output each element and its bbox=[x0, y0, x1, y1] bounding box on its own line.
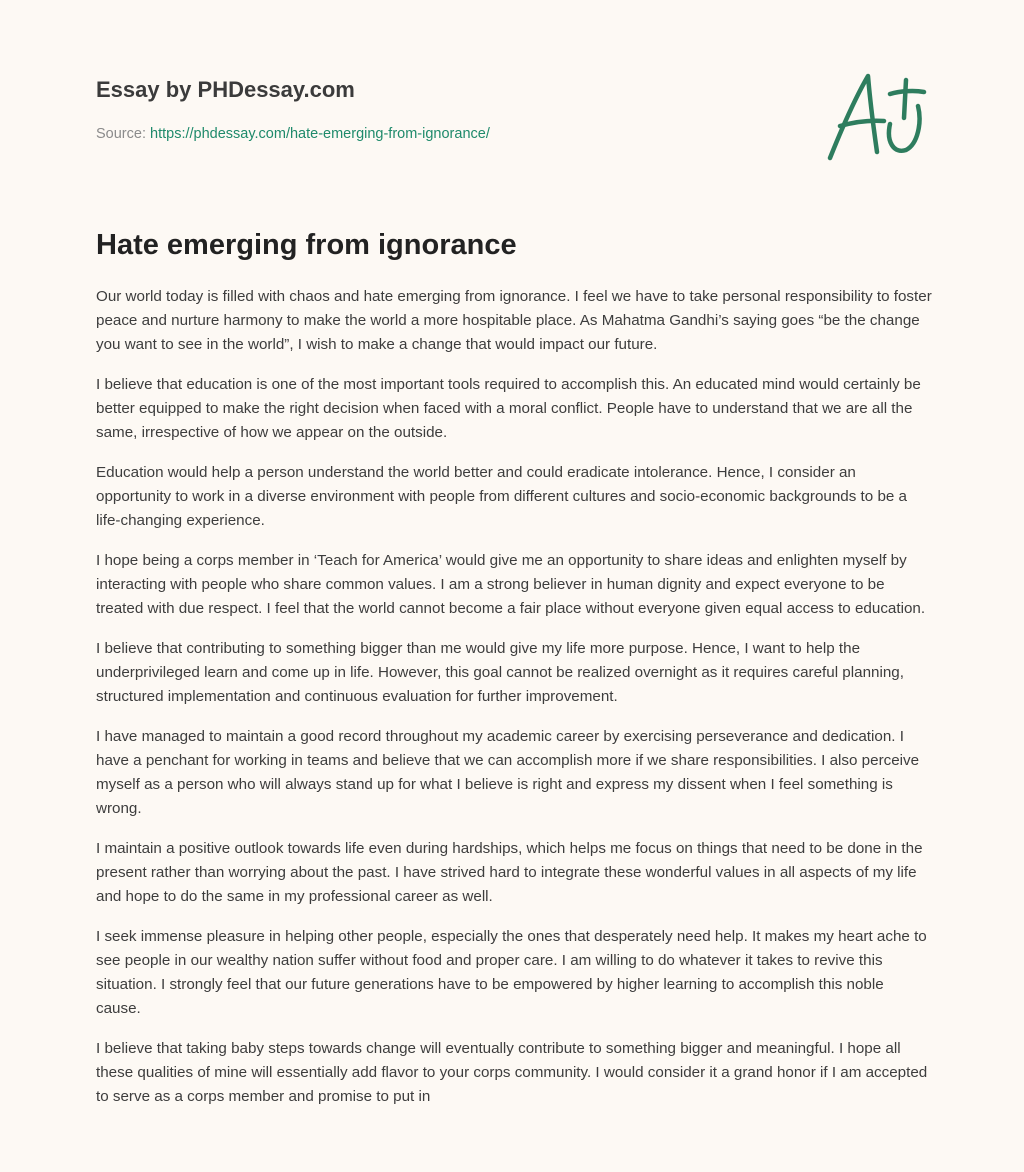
source-link[interactable]: https://phdessay.com/hate-emerging-from-ignorance/ bbox=[150, 126, 490, 142]
paragraph: I have managed to maintain a good record throughout my academic career by exercising perseverance and dedication. I have a penchant for working in teams and believe that we can accomplish more if we share responsibilities. I also perceive myself as a person who will always stand up for what I believe is right and express my dissent when I feel something is wrong. bbox=[96, 728, 920, 817]
brand-title: Essay by PHDessay.com bbox=[96, 77, 355, 102]
source-line bbox=[96, 124, 928, 144]
paragraph: I believe that education is one of the most important tools required to accomplish this. An educated mind would certainly be better equipped to make the right decision when faced with a moral conflict. People have to understand that we are all the same, irrespective of how we appear on the outside. bbox=[96, 376, 921, 441]
article-title: Hate emerging from ignorance bbox=[96, 229, 517, 261]
paragraph: I believe that contributing to something bigger than me would give my life more purpose. Hence, I want to help the underprivileged learn and come up in life. However, this goal cannot be realized overnight as it requires careful planning, structured implementation and continuous evaluation for further improvement. bbox=[96, 640, 904, 705]
paragraph: I maintain a positive outlook towards life even during hardships, which helps me focus on things that need to be done in the present rather than worrying about the past. I have strived hard to integrate these wonderful values in all aspects of my life and hope to do the same in my professional career as well. bbox=[96, 840, 923, 905]
paragraph: I hope being a corps member in ‘Teach for America’ would give me an opportunity to share ideas and enlighten myself by interacting with people who share common values. I am a strong believer in human dignity and expect everyone to be treated with due respect. I feel that the world cannot become a fair place without everyone given equal access to education. bbox=[96, 552, 926, 617]
a-plus-logo-icon bbox=[820, 66, 930, 166]
source-label: Source: bbox=[96, 126, 146, 142]
article-body bbox=[96, 285, 932, 1125]
paragraph: I believe that taking baby steps towards change will eventually contribute to something bigger and meaningful. I hope all these qualities of mine will essentially add flavor to your corps community. I would consider it a grand honor if I am accepted to serve as a corps member and promise to put in bbox=[96, 1040, 928, 1105]
paragraph: I seek immense pleasure in helping other people, especially the ones that desperately need help. It makes my heart ache to see people in our wealthy nation suffer without food and proper care. I am willing to do whatever it takes to revive this situation. I strongly feel that our future generations have to be empowered by higher learning to accomplish this noble cause. bbox=[96, 928, 927, 1017]
paragraph: Education would help a person understand the world better and could eradicate intolerance. Hence, I consider an opportunity to work in a diverse environment with people from different cultures and socio-economic backgrounds to be a life-changing experience. bbox=[96, 464, 908, 529]
paragraph: Our world today is filled with chaos and hate emerging from ignorance. I feel we have to take personal responsibility to foster peace and nurture harmony to make the world a more hospitable place. As Mahatma Gandhi’s saying goes “be the change you want to see in the world”, I wish to make a change that would impact our future. bbox=[96, 288, 932, 353]
page-header bbox=[96, 76, 928, 144]
